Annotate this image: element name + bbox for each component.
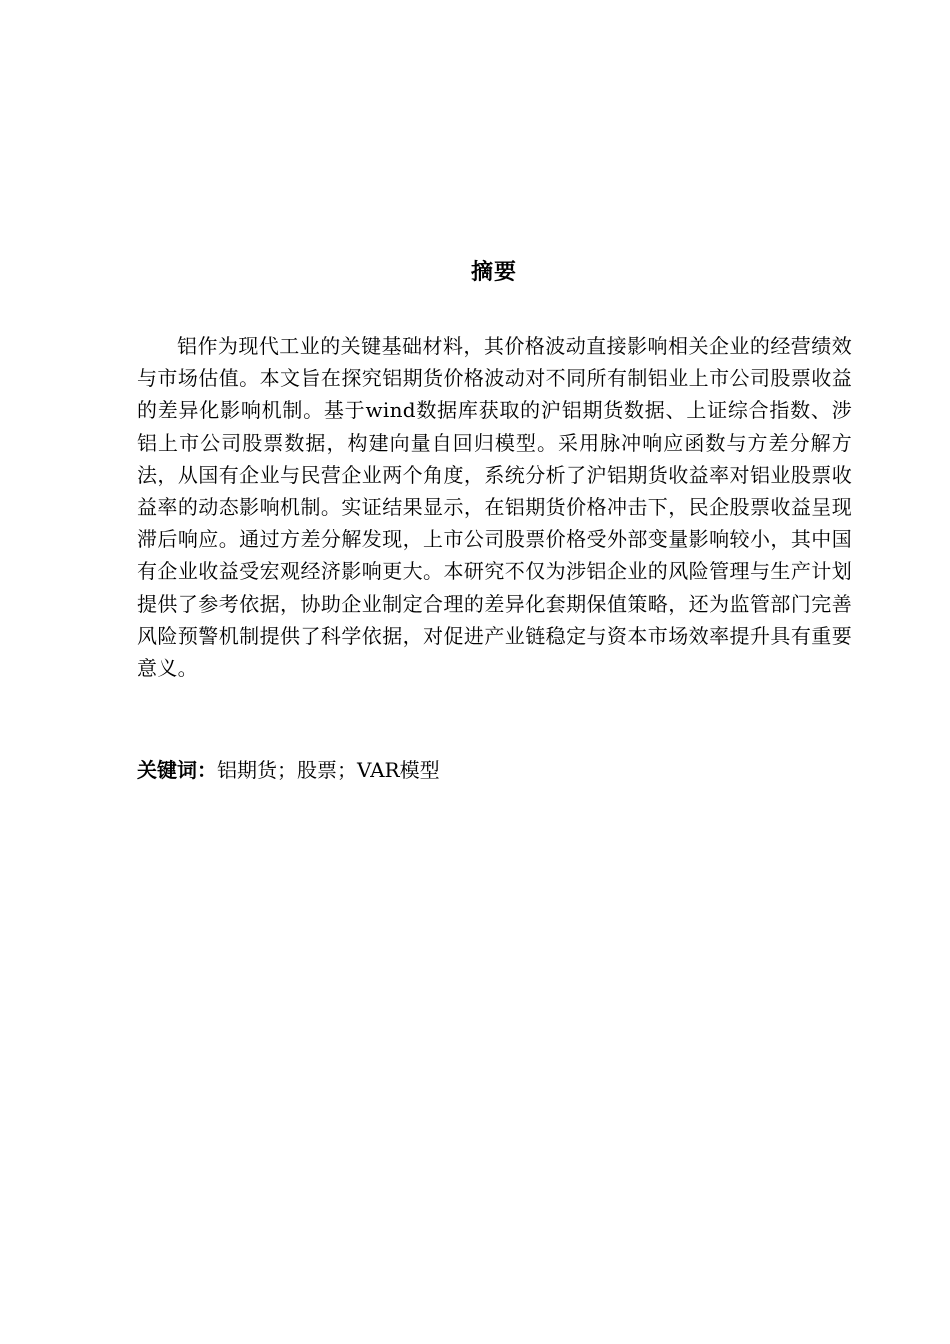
abstract-body: 铝作为现代工业的关键基础材料，其价格波动直接影响相关企业的经营绩效与市场估值。本文旨在探究铝期货价格波动对不同所有制铝业上市公司股票收益的差异化影响机制。基于wind数据库获取的沪铝期货数据、上证综合指数、涉铝上市公司股票数据，构建向量自回归模型。采用脉冲响应函数与方差分解方法，从国有企业与民营企业两个角度，系统分析了沪铝期货收益率对铝业股票收益率的动态影响机制。实证结果显示，在铝期货价格冲击下，民企股票收益呈现滞后响应。通过方差分解发现，上市公司股票价格受外部变量影响较小，其中国有企业收益受宏观经济影响更大。本研究不仅为涉铝企业的风险管理与生产计划提供了参考依据，协助企业制定合理的差异化套期保值策略，还为监管部门完善风险预警机制提供了科学依据，对促进产业链稳定与资本市场效率提升具有重要意义。 xyxy=(137,334,852,681)
keywords-value: 铝期货；股票；VAR模型 xyxy=(217,758,440,782)
abstract-title: 摘要 xyxy=(470,260,517,285)
keywords-line xyxy=(137,755,852,785)
keywords-label: 关键词： xyxy=(137,758,217,782)
